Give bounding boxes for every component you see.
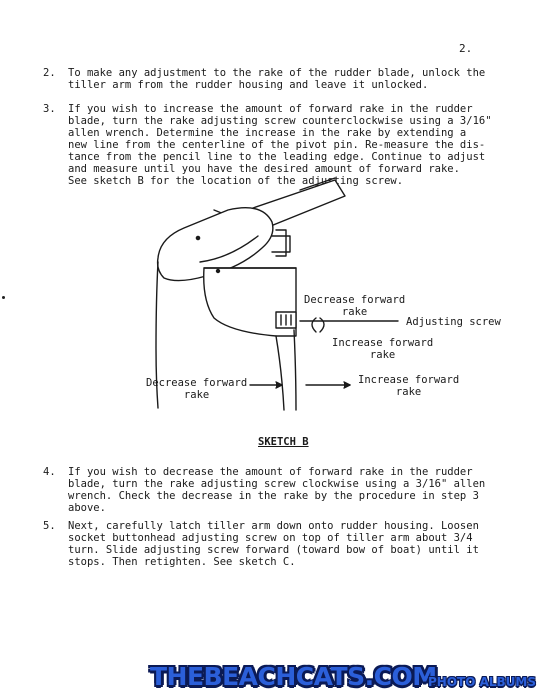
step-line: If you wish to decrease the amount of forward rake in the rudder — [68, 466, 473, 478]
step-line: stops. Then retighten. See sketch C. — [68, 556, 296, 568]
step-number: 4. — [43, 466, 56, 478]
watermark-photo-albums: PHOTO ALBUMS — [428, 675, 537, 689]
step-line: tance from the pencil line to the leading edge. Continue to adjust — [68, 151, 486, 163]
step-line: blade, turn the rake adjusting screw clockwise using a 3/16" allen — [68, 478, 486, 490]
label-line: Increase forward — [332, 337, 434, 349]
rotation-arc-left — [312, 318, 316, 332]
label-increase-forward-rake-lower — [358, 374, 459, 398]
step-number: 5. — [43, 520, 56, 532]
label-decrease-forward-rake-lower — [146, 377, 247, 401]
label-line: rake — [395, 386, 422, 398]
step-line: If you wish to increase the amount of forward rake in the rudder — [68, 103, 473, 115]
page-number: 2. — [459, 42, 473, 55]
step-number: 2. — [43, 67, 56, 79]
step-line: allen wrench. Determine the increase in the rake by extending a — [68, 127, 467, 139]
step-line: above. — [68, 502, 106, 514]
label-line: Decrease forward — [146, 377, 248, 389]
blade-edge-left — [276, 336, 284, 410]
step-line: tiller arm from the rudder housing and leave it unlocked. — [68, 79, 429, 91]
blade-edge-right — [294, 330, 296, 410]
step-line: new line from the centerline of the pivot pin. Re-measure the dis- — [68, 139, 486, 151]
label-decrease-forward-rake-upper — [304, 294, 405, 318]
watermark-logo: THEBEACHCATS.COM — [150, 662, 437, 691]
scan-speck — [2, 296, 5, 299]
step-line: See sketch B for the location of the adjusting screw. — [68, 175, 404, 187]
step-line: blade, turn the rake adjusting screw counterclockwise using a 3/16" — [68, 115, 492, 127]
step-line: Next, carefully latch tiller arm down onto rudder housing. Loosen — [68, 520, 479, 532]
label-line: Decrease forward — [304, 294, 406, 306]
housing-rivet — [217, 270, 220, 273]
increase-arrowhead — [344, 382, 350, 388]
label-increase-forward-rake-upper — [332, 337, 433, 361]
step-text — [68, 466, 498, 514]
rotation-arc-right — [320, 318, 324, 332]
step-line: turn. Slide adjusting screw forward (toward bow of boat) until it — [68, 544, 479, 556]
decrease-arrowhead — [276, 382, 282, 388]
step-line: wrench. Check the decrease in the rake by the procedure in step 3 — [68, 490, 479, 502]
pivot-pin-cap — [272, 236, 290, 252]
pivot-bolt — [196, 236, 199, 239]
step-line: To make any adjustment to the rake of the rudder blade, unlock the — [68, 67, 486, 79]
step-line: socket buttonhead adjusting screw on top of tiller arm about 3/4 — [68, 532, 473, 544]
label-line: Increase forward — [358, 374, 460, 386]
label-line: rake — [341, 306, 368, 318]
label-adjusting-screw: Adjusting screw — [406, 316, 501, 328]
sketch-caption: SKETCH B — [258, 436, 309, 448]
step-line: and measure until you have the desired amount of forward rake. — [68, 163, 460, 175]
label-line: rake — [183, 389, 210, 401]
label-line: rake — [369, 349, 396, 361]
step-text — [68, 520, 498, 568]
step-number: 3. — [43, 103, 56, 115]
